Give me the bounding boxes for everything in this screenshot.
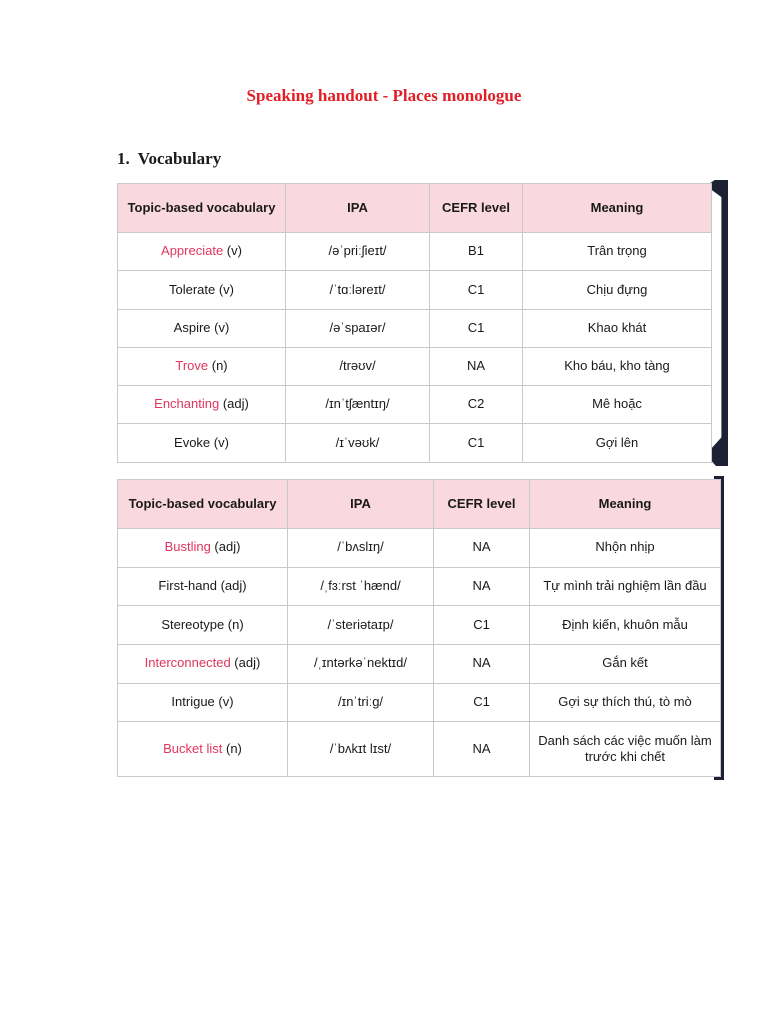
cell-cefr: C1 (434, 606, 530, 645)
part-of-speech: (v) (215, 281, 235, 297)
header-vocabulary: Topic-based vocabulary (118, 184, 286, 233)
part-of-speech: (adj) (230, 655, 261, 671)
document-title: Speaking handout - Places monologue (246, 86, 522, 105)
cell-meaning: Chịu đựng (523, 271, 712, 309)
cell-vocabulary (118, 606, 288, 645)
cell-vocabulary (118, 683, 288, 722)
table-row (118, 529, 721, 568)
table-body (118, 233, 712, 463)
cell-cefr: C1 (430, 271, 523, 309)
table-row (118, 567, 721, 606)
table-row (118, 309, 712, 347)
header-meaning: Meaning (530, 480, 721, 529)
vocabulary-word: Appreciate (161, 243, 224, 259)
cell-ipa: /əˈpriːʃieɪt/ (286, 233, 430, 271)
vocabulary-word: Bustling (164, 539, 211, 555)
cell-vocabulary (118, 271, 286, 309)
cell-cefr: B1 (430, 233, 523, 271)
section-heading (117, 149, 221, 169)
part-of-speech: (v) (210, 319, 230, 335)
cell-cefr: NA (430, 347, 523, 385)
header-cefr: CEFR level (434, 480, 530, 529)
table-row (118, 722, 721, 777)
cell-cefr: C2 (430, 386, 523, 424)
vocabulary-word: Intrigue (171, 694, 215, 710)
vocabulary-word: Enchanting (154, 396, 220, 412)
vocabulary-word: Interconnected (144, 655, 231, 671)
cell-ipa: /ˈsteriətaɪp/ (288, 606, 434, 645)
cell-cefr: C1 (430, 424, 523, 462)
cell-meaning: Khao khát (523, 309, 712, 347)
cell-ipa: /trəʊv/ (286, 347, 430, 385)
part-of-speech: (n) (224, 616, 244, 632)
cell-cefr: C1 (434, 683, 530, 722)
header-ipa: IPA (286, 184, 430, 233)
part-of-speech: (n) (222, 740, 242, 756)
cell-vocabulary (118, 529, 288, 568)
cell-cefr: NA (434, 529, 530, 568)
cell-vocabulary (118, 309, 286, 347)
section-number: 1. (117, 149, 130, 168)
cell-cefr: NA (434, 645, 530, 684)
vocabulary-word: Trove (175, 358, 209, 374)
table-row (118, 386, 712, 424)
header-cefr: CEFR level (430, 184, 523, 233)
table-row (118, 271, 712, 309)
table-row (118, 645, 721, 684)
part-of-speech: (v) (223, 243, 242, 259)
cell-meaning: Nhộn nhịp (530, 529, 721, 568)
cell-meaning: Định kiến, khuôn mẫu (530, 606, 721, 645)
vocabulary-word: Aspire (173, 319, 211, 335)
cell-vocabulary (118, 424, 286, 462)
cell-meaning: Danh sách các việc muốn làm trước khi chết (530, 722, 721, 777)
cell-ipa: /ˌfɜːrst ˈhænd/ (288, 567, 434, 606)
cell-ipa: /ɪˈvəʊk/ (286, 424, 430, 462)
vocabulary-word: First-hand (158, 578, 217, 594)
cell-ipa: /ˈbʌkɪt lɪst/ (288, 722, 434, 777)
table-row (118, 606, 721, 645)
vocabulary-word: Evoke (174, 434, 211, 450)
cell-meaning: Gợi sự thích thú, tò mò (530, 683, 721, 722)
part-of-speech: (adj) (210, 539, 241, 555)
cell-ipa: /əˈspaɪər/ (286, 309, 430, 347)
vocabulary-table-2 (117, 479, 721, 777)
vocabulary-word: Stereotype (161, 616, 225, 632)
cell-meaning: Tự mình trải nghiệm lần đầu (530, 567, 721, 606)
header-ipa: IPA (288, 480, 434, 529)
cell-meaning: Gắn kết (530, 645, 721, 684)
part-of-speech: (adj) (219, 396, 249, 412)
cell-meaning: Mê hoặc (523, 386, 712, 424)
cell-meaning: Kho báu, kho tàng (523, 347, 712, 385)
vocabulary-word: Tolerate (168, 281, 216, 297)
cell-cefr: NA (434, 722, 530, 777)
cell-vocabulary (118, 347, 286, 385)
vocabulary-table-1 (117, 183, 712, 463)
part-of-speech: (v) (214, 694, 234, 710)
vocabulary-word: Bucket list (163, 740, 223, 756)
cell-ipa: /ˈtɑːləreɪt/ (286, 271, 430, 309)
cell-vocabulary (118, 722, 288, 777)
cell-cefr: NA (434, 567, 530, 606)
part-of-speech: (n) (208, 358, 228, 374)
section-title: Vocabulary (137, 149, 222, 168)
cell-ipa: /ɪnˈtriːɡ/ (288, 683, 434, 722)
cell-vocabulary (118, 386, 286, 424)
table-row (118, 424, 712, 462)
cell-cefr: C1 (430, 309, 523, 347)
cell-vocabulary (118, 567, 288, 606)
table-row (118, 347, 712, 385)
table-row (118, 683, 721, 722)
table-header-row (118, 184, 712, 233)
cell-meaning: Trân trọng (523, 233, 712, 271)
cell-ipa: /ˌɪntərkəˈnektɪd/ (288, 645, 434, 684)
table-body (118, 529, 721, 777)
cell-ipa: /ˈbʌslɪŋ/ (288, 529, 434, 568)
table-header-row (118, 480, 721, 529)
cell-vocabulary (118, 233, 286, 271)
cell-ipa: /ɪnˈtʃæntɪŋ/ (286, 386, 430, 424)
part-of-speech: (adj) (216, 578, 247, 594)
header-meaning: Meaning (523, 184, 712, 233)
header-vocabulary: Topic-based vocabulary (118, 480, 288, 529)
cell-meaning: Gợi lên (523, 424, 712, 462)
cell-vocabulary (118, 645, 288, 684)
table-row (118, 233, 712, 271)
part-of-speech: (v) (210, 434, 229, 450)
